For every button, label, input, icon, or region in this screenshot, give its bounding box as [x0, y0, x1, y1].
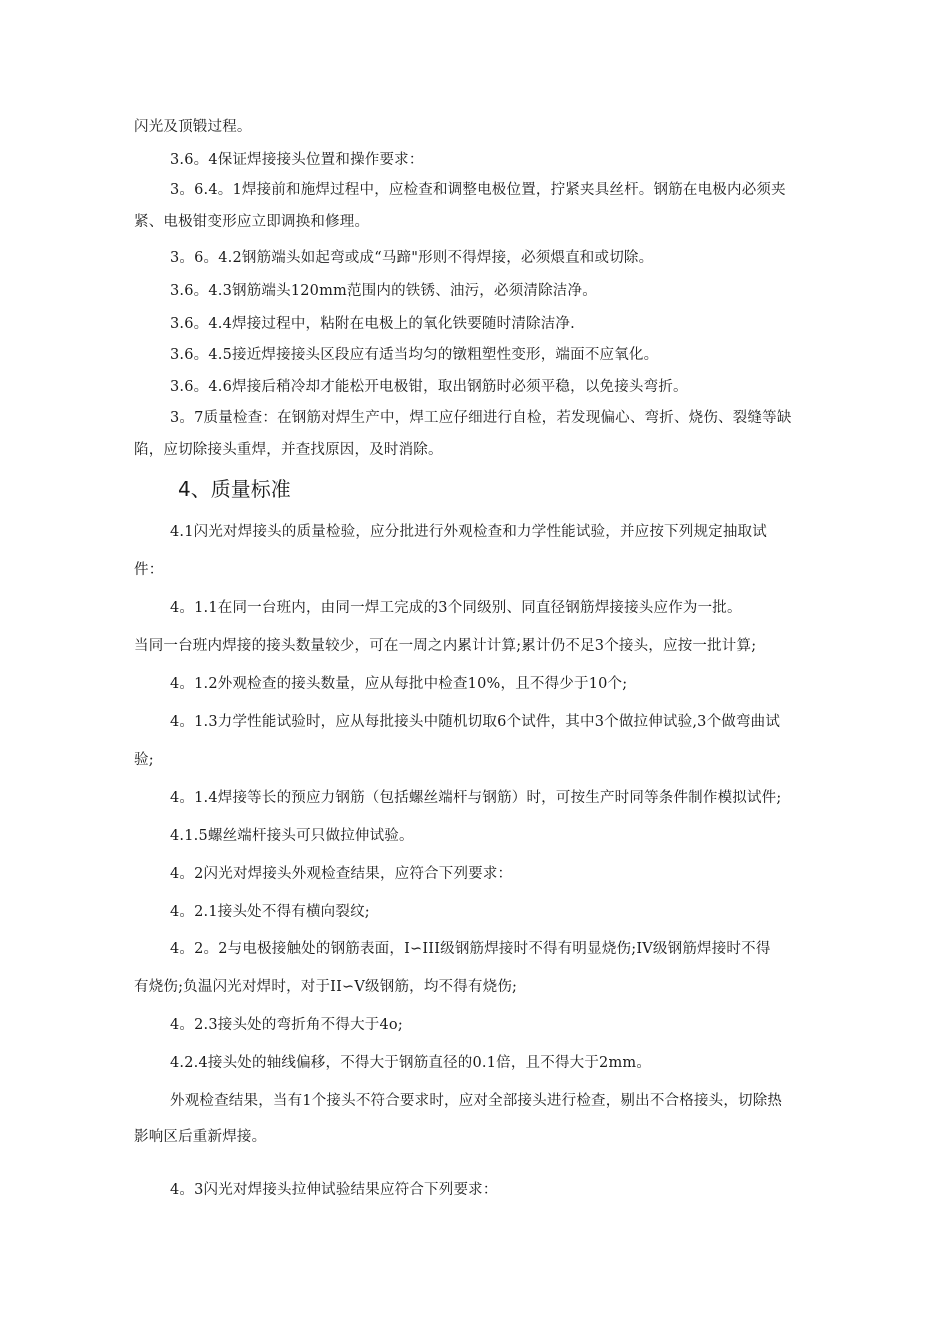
text-line: 4。2.3接头处的弯折角不得大于4o;: [170, 1017, 403, 1033]
text-line: 陷，应切除接头重焊，并查找原因，及时消除。: [134, 442, 443, 458]
text-line: 4.1闪光对焊接头的质量检验，应分批进行外观检查和力学性能试验，并应按下列规定抽取试: [170, 524, 767, 540]
text-line: 件：: [134, 562, 164, 578]
text-line: 3。7质量检查：在钢筋对焊生产中，焊工应仔细进行自检，若发现偏心、弯折、烧伤、裂缝等缺: [170, 410, 792, 426]
text-line: 4.2.4接头处的轴线偏移，不得大于钢筋直径的0.1倍，且不得大于2mm。: [170, 1055, 652, 1071]
text-line: 4。1.4焊接等长的预应力钢筋（包括螺丝端杆与钢筋）时，可按生产时同等条件制作模拟试件;: [170, 790, 782, 806]
text-line: 3.6。4.3钢筋端头120mm范围内的铁锈、油污，必须清除洁净。: [170, 283, 597, 299]
text-line: 验;: [134, 752, 154, 768]
text-line: 影响区后重新焊接。: [134, 1129, 267, 1145]
text-line: 3.6。4.6焊接后稍冷却才能松开电极钳，取出钢筋时必须平稳，以免接头弯折。: [170, 379, 688, 395]
text-line: 4。2闪光对焊接头外观检查结果，应符合下列要求：: [170, 866, 513, 882]
section-heading: 4、质量标准: [178, 477, 291, 501]
text-line: 3.6。4.5接近焊接接头区段应有适当均匀的镦粗塑性变形，端面不应氧化。: [170, 347, 659, 363]
text-line: 3。6.4。1焊接前和施焊过程中，应检查和调整电极位置，拧紧夹具丝杆。钢筋在电极内必须夹: [170, 182, 786, 198]
text-line: 4。1.3力学性能试验时，应从每批接头中随机切取6个试件，其中3个做拉伸试验,3个做弯曲试: [170, 714, 781, 730]
text-line: 当同一台班内焊接的接头数量较少，可在一周之内累计计算;累计仍不足3个接头，应按一批计算;: [134, 638, 757, 654]
text-line: 闪光及顶锻过程。: [134, 119, 252, 135]
text-line: 4.1.5螺丝端杆接头可只做拉伸试验。: [170, 828, 414, 844]
text-line: 3。6。4.2钢筋端头如起弯或成“马蹄"形则不得焊接，必须煨直和或切除。: [170, 250, 654, 266]
text-line: 4。2.1接头处不得有横向裂纹;: [170, 904, 370, 920]
text-line: 3.6。4.4焊接过程中，粘附在电极上的氧化铁要随时清除洁净.: [170, 316, 575, 332]
text-line: 4。2。2与电极接触处的钢筋表面，I∽III级钢筋焊接时不得有明显烧伤;IV级钢筋焊接时不得: [170, 941, 771, 957]
text-line: 外观检查结果，当有1个接头不符合要求时，应对全部接头进行检查，剔出不合格接头，切除热: [170, 1093, 783, 1109]
text-line: 4。3闪光对焊接头拉伸试验结果应符合下列要求：: [170, 1182, 498, 1198]
text-line: 4。1.1在同一台班内，由同一焊工完成的3个同级别、同直径钢筋焊接接头应作为一批。: [170, 600, 742, 616]
text-line: 4。1.2外观检查的接头数量，应从每批中检查10%，且不得少于10个;: [170, 676, 628, 692]
text-line: 3.6。4保证焊接接头位置和操作要求：: [170, 152, 424, 168]
text-line: 紧、电极钳变形应立即调换和修理。: [134, 214, 370, 230]
text-line: 有烧伤;负温闪光对焊时，对于II∽V级钢筋，均不得有烧伤;: [134, 979, 518, 995]
